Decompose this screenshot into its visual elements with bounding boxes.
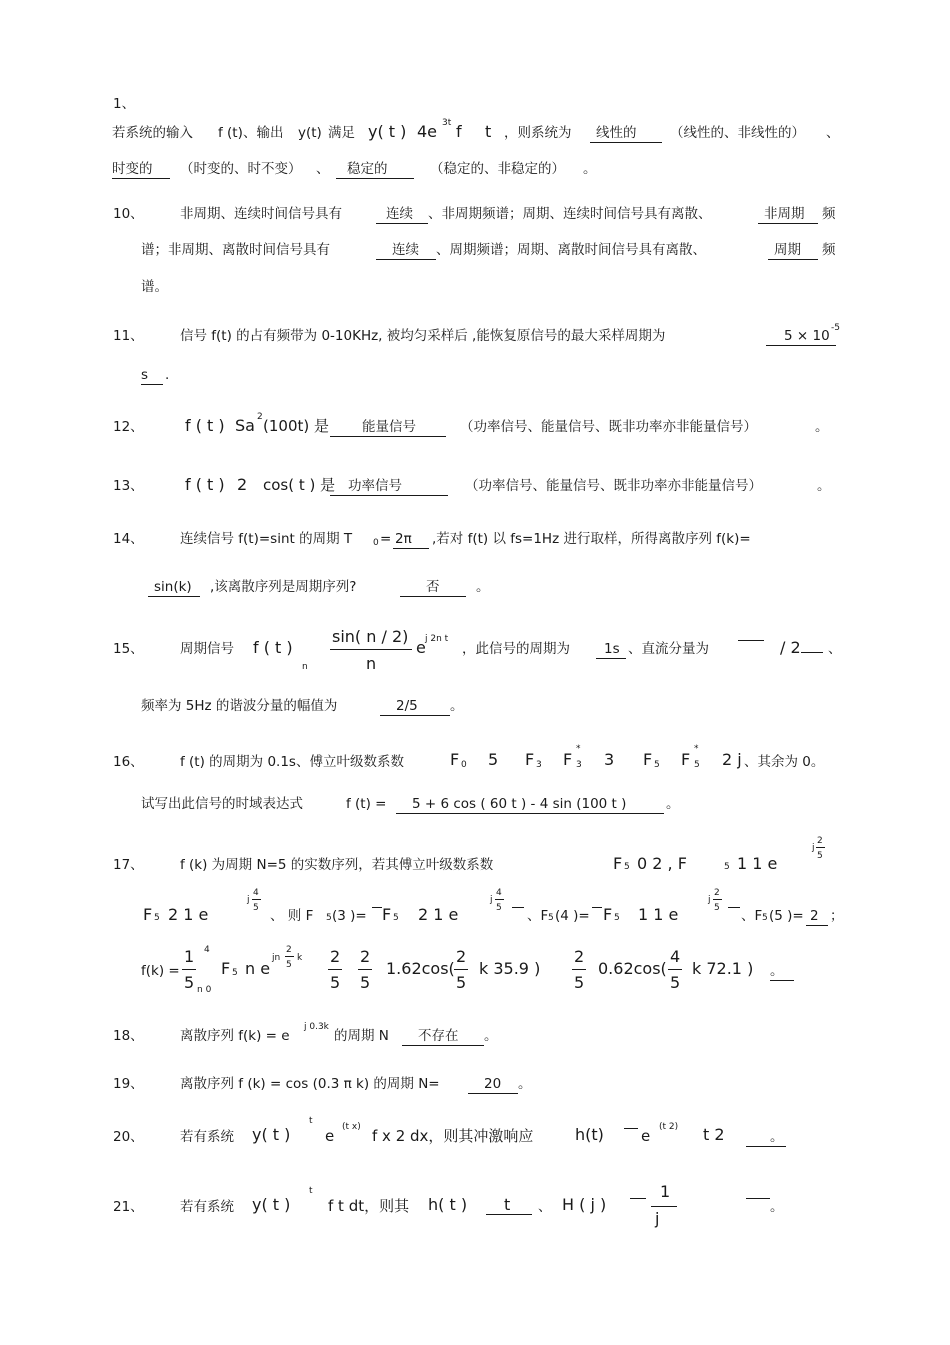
q1-eq-coef: 4e bbox=[417, 122, 438, 141]
q1-output-yt: y(t) bbox=[298, 125, 322, 141]
q17-l1-exp-num: 2 bbox=[817, 836, 823, 846]
q14-answer-seq: sin(k) bbox=[148, 578, 200, 597]
q15-comma: 、 bbox=[828, 641, 842, 657]
q20-pre: 若有系统 bbox=[180, 1129, 234, 1145]
q12-arg: (100t) 是 bbox=[263, 417, 329, 435]
q1-eq-t: t bbox=[485, 122, 492, 141]
q16-v2j: 2 j bbox=[722, 750, 742, 769]
q20-answer-rest: t 2 bbox=[703, 1125, 725, 1144]
q17-l2-k-sub: 5 bbox=[762, 913, 768, 923]
q17-l2-l: (5 )= bbox=[769, 908, 804, 924]
q21-answer-ht: t bbox=[486, 1196, 532, 1215]
q14-end: 。 bbox=[476, 579, 490, 595]
q1-text-mid: 、输出 bbox=[243, 125, 284, 141]
q12-options: （功率信号、能量信号、既非功率亦非能量信号） bbox=[460, 419, 757, 435]
q20-exp: (t x) bbox=[342, 1122, 361, 1132]
q12-answer: 能量信号 bbox=[330, 418, 446, 437]
q15-answer-dc: / 2 bbox=[780, 639, 823, 657]
q17-end: 。 bbox=[770, 962, 794, 981]
q12-lhs: f ( t ) bbox=[185, 416, 225, 435]
q17-l3-cos2-rest: k 72.1 ) bbox=[692, 959, 754, 978]
q20-number: 20、 bbox=[113, 1129, 144, 1145]
q16-line1-a: f (t) 的周期为 0.1s、傅立叶级数系数 bbox=[180, 754, 404, 770]
q15-e-exp: j 2n t bbox=[425, 634, 449, 644]
q16-f3c: F bbox=[563, 750, 573, 769]
q21-pre: 若有系统 bbox=[180, 1199, 234, 1215]
q17-l2-F: F bbox=[143, 905, 153, 924]
q17-l1-exp-bar bbox=[816, 847, 825, 848]
q17-l2-g: 、F bbox=[527, 908, 549, 924]
q1-eq-lhs: y( t ) bbox=[368, 122, 407, 141]
q21-end: 。 bbox=[770, 1199, 784, 1215]
q17-l1-c-sub: 5 bbox=[724, 862, 730, 872]
q16-f5c: F bbox=[681, 750, 691, 769]
q21-upper: t bbox=[309, 1186, 313, 1196]
q21-frac-den: j bbox=[655, 1209, 660, 1228]
q21-frac-num: 1 bbox=[660, 1182, 671, 1201]
q15-line1-c: 、直流分量为 bbox=[628, 641, 709, 657]
q17-l3-cos1-rest: k 35.9 ) bbox=[479, 959, 541, 978]
q17-l2-j-bar bbox=[713, 899, 722, 900]
q17-blank-1 bbox=[372, 907, 382, 908]
q17-l2-f-num: 4 bbox=[496, 888, 502, 898]
q17-l3-cos2-num: 4 bbox=[670, 947, 681, 966]
q17-l3-bar-4 bbox=[454, 969, 468, 970]
q17-l2-j: j bbox=[247, 895, 250, 905]
q16-v3: 3 bbox=[604, 750, 615, 769]
q13-options: （功率信号、能量信号、既非功率亦非能量信号） bbox=[465, 478, 762, 494]
q16-line1-b: 、其余为 0。 bbox=[744, 754, 825, 770]
q17-l2-d: (3 )= bbox=[332, 908, 367, 924]
q20-answer-e: e bbox=[641, 1127, 651, 1145]
q11-unit: s bbox=[141, 366, 163, 385]
q17-semicolon: ； bbox=[830, 908, 844, 924]
q17-l3-t5a: 5 bbox=[330, 973, 341, 992]
q12-rhs-exp: 2 bbox=[257, 412, 263, 422]
q16-line2-b: f (t) = bbox=[346, 796, 387, 812]
q1-text-satisfy: 满足 bbox=[328, 125, 355, 141]
q18-exp: j 0.3k bbox=[304, 1022, 329, 1032]
q19-text: 离散序列 f (k) = cos (0.3 π k) 的周期 N= bbox=[180, 1076, 440, 1092]
q15-number: 15、 bbox=[113, 641, 144, 657]
q10-line1-b: 、非周期频谱；周期、连续时间信号具有离散、 bbox=[428, 206, 712, 222]
q17-l3-t5c: 5 bbox=[574, 973, 585, 992]
q17-l3-cos2: 0.62cos( bbox=[598, 959, 667, 978]
q20-answer-exp: (t 2) bbox=[659, 1122, 679, 1132]
q16-f3c-star: * bbox=[576, 744, 581, 754]
q17-l2-c: 、 则 F bbox=[270, 908, 314, 924]
q19-answer: 20 bbox=[468, 1075, 518, 1094]
q20-e: e bbox=[325, 1127, 335, 1145]
q13-rhs: cos( t ) 是 bbox=[263, 476, 336, 494]
q15-numerator: sin( n / 2) bbox=[332, 627, 409, 646]
q14-answer-period: 2π bbox=[393, 530, 429, 549]
q11-end: . bbox=[165, 367, 170, 383]
q21-body: f t dt，则其 bbox=[328, 1197, 410, 1215]
q17-l2-f: 2 1 e bbox=[418, 905, 459, 924]
q14-number: 14、 bbox=[113, 531, 144, 547]
q17-l2-i: F bbox=[603, 905, 613, 924]
q10-line1-c: 频 bbox=[822, 206, 836, 222]
q14-line1-c: ,若对 f(t) 以 fs=1Hz 进行取样，所得离散序列 f(k)= bbox=[432, 531, 751, 547]
q15-end: 。 bbox=[450, 698, 464, 714]
q15-fraction-bar bbox=[330, 649, 412, 650]
q20-blank bbox=[624, 1128, 638, 1129]
q13-lhs: f ( t ) bbox=[185, 475, 225, 494]
q20-body: f x 2 dx，则其冲激响应 bbox=[372, 1127, 534, 1145]
q10-line2-b: 、周期频谱；周期、离散时间信号具有离散、 bbox=[436, 242, 706, 258]
q17-l1-exp-den: 5 bbox=[817, 851, 823, 861]
q10-answer-4: 周期 bbox=[768, 241, 818, 260]
q12-number: 12、 bbox=[113, 419, 144, 435]
q13-end: 。 bbox=[817, 478, 831, 494]
q17-l3-F-sub: 5 bbox=[232, 968, 238, 978]
q1-eq-f: f bbox=[456, 122, 462, 141]
q1-end: 。 bbox=[583, 161, 597, 177]
q17-l3-bar-2 bbox=[328, 969, 342, 970]
q21-number: 21、 bbox=[113, 1199, 144, 1215]
q17-l3-cos2-den: 5 bbox=[670, 973, 681, 992]
q10-line1-a: 非周期、连续时间信号具有 bbox=[180, 206, 342, 222]
q17-l2-F-sub: 5 bbox=[154, 913, 160, 923]
q17-blank-4 bbox=[728, 907, 740, 908]
q1-number: 1、 bbox=[113, 96, 136, 112]
q20-upper: t bbox=[309, 1116, 313, 1126]
q13-number: 13、 bbox=[113, 478, 144, 494]
q1-input-ft: f (t) bbox=[218, 125, 243, 141]
q17-l3-jn-num: 2 bbox=[286, 945, 292, 955]
q17-l3-bar-3 bbox=[358, 969, 372, 970]
q18-number: 18、 bbox=[113, 1028, 144, 1044]
q21-frac-bar bbox=[651, 1206, 677, 1207]
q15-pre: 周期信号 bbox=[180, 641, 234, 657]
q10-line2-a: 谱；非周期、离散时间信号具有 bbox=[141, 242, 330, 258]
q13-coef: 2 bbox=[237, 475, 248, 494]
q15-answer-dc-blank bbox=[738, 640, 764, 641]
q17-l3-cos1-den: 5 bbox=[456, 973, 467, 992]
q17-l3-t2b: 2 bbox=[360, 947, 371, 966]
q10-line3: 谱。 bbox=[141, 279, 168, 295]
q21-ht: h( t ) bbox=[428, 1195, 468, 1214]
q16-f3c-sub: 3 bbox=[576, 760, 582, 770]
q17-l3-fk: f(k) = bbox=[141, 963, 180, 979]
q18-answer: 不存在 bbox=[402, 1027, 484, 1046]
q17-line1-a: f (k) 为周期 N=5 的实数序列，若其傅立叶级数系数 bbox=[180, 857, 494, 873]
q17-l2-exp-num: 4 bbox=[253, 888, 259, 898]
q17-l3-jn: jn bbox=[272, 953, 281, 963]
q15-sum-index: n bbox=[302, 662, 308, 672]
q15-answer-amplitude: 2/5 bbox=[380, 697, 450, 716]
q1-eq-exp: 3t bbox=[442, 118, 452, 128]
q1-answer-stable: 稳定的 bbox=[336, 160, 414, 179]
q1-options-linear: （线性的、非线性的） bbox=[670, 125, 805, 141]
q16-f5: F bbox=[643, 750, 653, 769]
q17-l3-ne: n e bbox=[245, 959, 271, 978]
q19-end: 。 bbox=[518, 1076, 532, 1092]
q17-l1-F-sub: 5 bbox=[624, 862, 630, 872]
q17-l3-F: F bbox=[221, 959, 231, 978]
q17-l2-j-num: 2 bbox=[714, 888, 720, 898]
q16-v5: 5 bbox=[488, 750, 499, 769]
q15-line1-b: ，此信号的周期为 bbox=[462, 641, 570, 657]
q1-answer-timevarying: 时变的 bbox=[112, 160, 170, 179]
q17-l3-t2c: 2 bbox=[574, 947, 585, 966]
q11-answer-exp: -5 bbox=[831, 323, 840, 333]
q21-lhs: y( t ) bbox=[252, 1195, 291, 1214]
q21-H: H ( j ) bbox=[562, 1195, 607, 1214]
q14-eq: = bbox=[380, 531, 392, 547]
q10-answer-3: 连续 bbox=[376, 241, 436, 260]
q17-l3-jn-bar bbox=[285, 956, 294, 957]
q19-number: 19、 bbox=[113, 1076, 144, 1092]
q17-l2-e-sub: 5 bbox=[393, 913, 399, 923]
q21-end-blank bbox=[746, 1198, 770, 1199]
q17-l2-e: F bbox=[382, 905, 392, 924]
q1-comma-1: 、 bbox=[826, 125, 840, 141]
q10-line2-c: 频 bbox=[822, 242, 836, 258]
q17-l2-h: (4 )= bbox=[555, 908, 590, 924]
q15-lhs: f ( t ) bbox=[253, 638, 293, 657]
q14-answer-periodic: 否 bbox=[400, 578, 466, 597]
q17-l2-b: 2 1 e bbox=[168, 905, 209, 924]
q17-l3-bar bbox=[182, 969, 196, 970]
q17-l1-exp-j: j bbox=[812, 843, 815, 853]
q15-denominator: n bbox=[366, 654, 377, 673]
q17-l2-k: 、F bbox=[741, 908, 763, 924]
q17-l3-bar-5 bbox=[572, 969, 586, 970]
q1-options-stable: （稳定的、非稳定的） bbox=[430, 161, 565, 177]
q17-l2-exp-den: 5 bbox=[253, 903, 259, 913]
q11-text: 信号 f(t) 的占有频带为 0-10KHz, 被均匀采样后 ,能恢复原信号的最大采样周期为 bbox=[180, 328, 666, 344]
q17-l2-j: 1 1 e bbox=[638, 905, 679, 924]
q17-l1-d: 1 1 e bbox=[737, 854, 778, 873]
q17-l2-c-sub: 5 bbox=[326, 913, 332, 923]
q11-answer: 5 × 10 bbox=[766, 327, 836, 346]
q12-end: 。 bbox=[815, 419, 829, 435]
q17-l3-five: 5 bbox=[184, 973, 195, 992]
q17-answer-f5-5: 2 bbox=[806, 907, 828, 926]
q17-l3-t5b: 5 bbox=[360, 973, 371, 992]
q1-answer-linear: 线性的 bbox=[590, 124, 662, 143]
q16-f3-sub: 3 bbox=[536, 760, 542, 770]
q16-f0: F bbox=[450, 750, 460, 769]
q20-end: 。 bbox=[746, 1128, 786, 1147]
q17-l3-upper: 4 bbox=[204, 945, 210, 955]
q16-f5-sub: 5 bbox=[654, 760, 660, 770]
q15-e: e bbox=[416, 638, 426, 657]
q17-l2-f-bar bbox=[495, 899, 504, 900]
q10-answer-1: 连续 bbox=[376, 205, 428, 224]
q17-l3-bar-6 bbox=[668, 969, 682, 970]
q16-f3: F bbox=[525, 750, 535, 769]
q13-answer: 功率信号 bbox=[330, 477, 448, 496]
q17-number: 17、 bbox=[113, 857, 144, 873]
q16-f5c-sub: 5 bbox=[694, 760, 700, 770]
q17-l2-g-sub: 5 bbox=[548, 913, 554, 923]
q17-l2-i-sub: 5 bbox=[614, 913, 620, 923]
q17-l3-jn-den: 5 bbox=[286, 960, 292, 970]
q1-options-time: （时变的、时不变） bbox=[180, 161, 302, 177]
q14-line1-a: 连续信号 f(t)=sint 的周期 T bbox=[180, 531, 353, 547]
q21-comma: 、 bbox=[538, 1199, 552, 1215]
q17-l1-c: 0 2 , F bbox=[637, 854, 687, 873]
q17-l1-F: F bbox=[613, 854, 623, 873]
q18-text: 离散序列 f(k) = e bbox=[180, 1028, 290, 1044]
q11-number: 11、 bbox=[113, 328, 144, 344]
q20-lhs: y( t ) bbox=[252, 1125, 291, 1144]
q17-l2-f-j: j bbox=[490, 895, 493, 905]
q17-blank-2 bbox=[512, 907, 524, 908]
q15-line2: 频率为 5Hz 的谐波分量的幅值为 bbox=[141, 698, 338, 714]
q16-line2-a: 试写出此信号的时域表达式 bbox=[141, 796, 303, 812]
q1-text-then: ，则系统为 bbox=[504, 125, 572, 141]
q16-number: 16、 bbox=[113, 754, 144, 770]
q10-number: 10、 bbox=[113, 206, 144, 222]
q17-l2-f-den: 5 bbox=[496, 903, 502, 913]
q1-text-pre: 若系统的输入 bbox=[112, 125, 193, 141]
q17-l2-j-j: j bbox=[708, 895, 711, 905]
q21-blank bbox=[630, 1198, 646, 1199]
q17-l3-jn-k: k bbox=[297, 953, 303, 963]
q16-answer: 5 + 6 cos ( 60 t ) - 4 sin (100 t ) bbox=[396, 795, 664, 814]
q20-ht: h(t) bbox=[575, 1125, 604, 1144]
q17-l3-one: 1 bbox=[184, 947, 195, 966]
q17-l3-lower: n 0 bbox=[197, 985, 212, 995]
q18-text2: 的周期 N bbox=[334, 1028, 389, 1044]
q17-l3-t2a: 2 bbox=[330, 947, 341, 966]
q17-l3-cos1: 1.62cos( bbox=[386, 959, 455, 978]
q17-l2-exp-bar bbox=[252, 899, 261, 900]
q12-rhs: Sa bbox=[235, 416, 255, 435]
q17-l3-cos1-num: 2 bbox=[456, 947, 467, 966]
q16-end: 。 bbox=[666, 796, 680, 812]
q15-answer-period: 1s bbox=[596, 640, 626, 659]
q1-comma-2: 、 bbox=[316, 161, 330, 177]
q16-f0-sub: 0 bbox=[461, 760, 467, 770]
q10-answer-2: 非周期 bbox=[758, 205, 818, 224]
q18-end: 。 bbox=[484, 1028, 498, 1044]
q16-f5c-star: * bbox=[694, 744, 699, 754]
q14-sub: 0 bbox=[373, 538, 379, 548]
q17-blank-3 bbox=[592, 907, 602, 908]
q14-line2: ,该离散序列是周期序列? bbox=[210, 579, 357, 595]
q17-l2-j-den: 5 bbox=[714, 903, 720, 913]
